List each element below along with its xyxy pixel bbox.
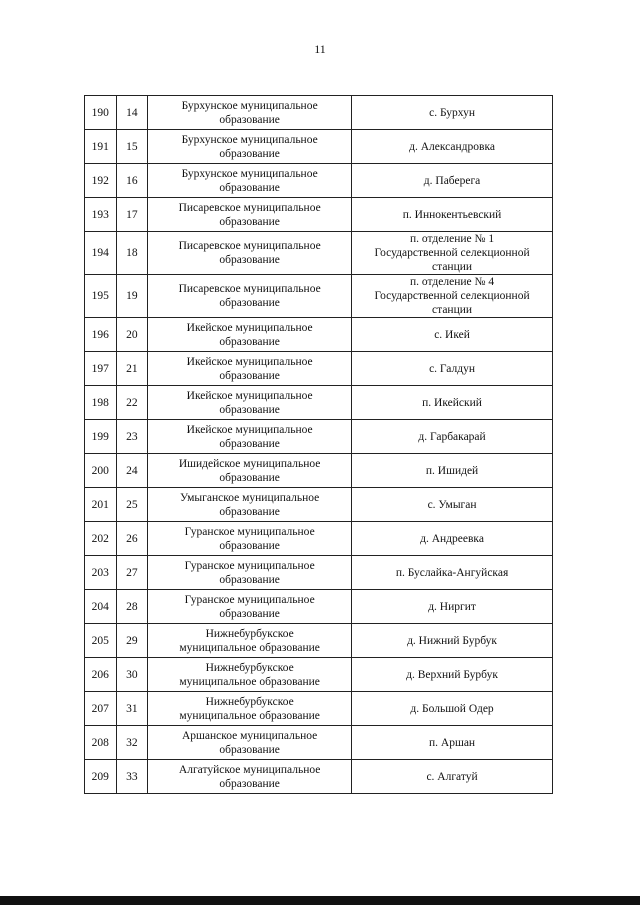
- municipality-cell: [148, 692, 352, 726]
- municipality-cell-text: Аршанское муниципальное образование: [181, 729, 318, 756]
- row-subnumber-cell: [116, 386, 148, 420]
- row-subnumber-cell: [116, 275, 148, 318]
- row-subnumber-cell-text: 24: [126, 464, 138, 477]
- municipality-cell: [148, 760, 352, 794]
- settlement-cell: [352, 590, 553, 624]
- settlement-cell: [352, 556, 553, 590]
- row-subnumber-cell: [116, 164, 148, 198]
- row-number-cell: [85, 726, 117, 760]
- row-number-cell-text: 192: [91, 174, 109, 187]
- municipality-cell: [148, 275, 352, 318]
- table-row: [85, 658, 553, 692]
- row-subnumber-cell-text: 21: [126, 362, 138, 375]
- row-number-cell: [85, 488, 117, 522]
- row-number-cell-text: 198: [91, 396, 109, 409]
- row-number-cell-text: 202: [91, 532, 109, 545]
- row-subnumber-cell: [116, 760, 148, 794]
- municipality-cell: [148, 522, 352, 556]
- row-subnumber-cell-text: 23: [126, 430, 138, 443]
- table-row: [85, 454, 553, 488]
- settlement-cell: [352, 658, 553, 692]
- municipality-cell: [148, 590, 352, 624]
- row-number-cell-text: 195: [91, 290, 109, 302]
- settlement-cell-text: п. Аршан: [429, 736, 476, 749]
- municipality-cell: [148, 318, 352, 352]
- row-subnumber-cell-text: 17: [126, 208, 138, 221]
- settlement-cell: [352, 420, 553, 454]
- municipality-cell: [148, 386, 352, 420]
- settlement-cell: [352, 454, 553, 488]
- municipality-cell: [148, 420, 352, 454]
- settlement-cell-text: д. Гарбакарай: [418, 430, 486, 443]
- row-subnumber-cell-text: 15: [126, 140, 138, 153]
- municipality-cell-text: Бурхунское муниципальное образование: [181, 167, 318, 194]
- table-row: [85, 760, 553, 794]
- table-row: [85, 198, 553, 232]
- settlement-cell-text: с. Галдун: [429, 362, 475, 375]
- settlement-cell-text: д. Верхний Бурбук: [406, 668, 498, 681]
- municipality-cell-text: Писаревское муниципальное образование: [178, 240, 321, 266]
- row-subnumber-cell: [116, 556, 148, 590]
- row-subnumber-cell: [116, 352, 148, 386]
- row-subnumber-cell-text: 14: [126, 106, 138, 119]
- settlements-table: [84, 95, 553, 794]
- table-row: [85, 420, 553, 454]
- table-row: [85, 692, 553, 726]
- settlement-cell: [352, 522, 553, 556]
- table-row: [85, 624, 553, 658]
- settlement-cell: [352, 318, 553, 352]
- row-number-cell: [85, 352, 117, 386]
- municipality-cell-text: Ишидейское муниципальное образование: [178, 457, 321, 484]
- row-subnumber-cell-text: 25: [126, 498, 138, 511]
- table-row: [85, 130, 553, 164]
- row-subnumber-cell: [116, 726, 148, 760]
- municipality-cell: [148, 488, 352, 522]
- row-number-cell-text: 207: [91, 702, 109, 715]
- row-number-cell: [85, 386, 117, 420]
- settlement-cell: [352, 164, 553, 198]
- table-row: [85, 590, 553, 624]
- table-row: [85, 726, 553, 760]
- settlement-cell: [352, 352, 553, 386]
- row-subnumber-cell-text: 27: [126, 566, 138, 579]
- municipality-cell-text: Писаревское муниципальное образование: [178, 201, 321, 228]
- row-number-cell-text: 203: [91, 566, 109, 579]
- row-subnumber-cell-text: 32: [126, 736, 138, 749]
- settlement-cell-text: п. Икейский: [422, 396, 482, 409]
- row-subnumber-cell-text: 22: [126, 396, 138, 409]
- row-number-cell: [85, 590, 117, 624]
- table-row: [85, 488, 553, 522]
- row-number-cell: [85, 164, 117, 198]
- row-number-cell: [85, 760, 117, 794]
- bottom-scan-border: [0, 896, 640, 905]
- row-number-cell-text: 196: [91, 328, 109, 341]
- settlement-cell: [352, 692, 553, 726]
- municipality-cell: [148, 352, 352, 386]
- row-number-cell-text: 197: [91, 362, 109, 375]
- row-number-cell-text: 204: [91, 600, 109, 613]
- settlement-cell-text: п. Буслайка-Ангуйская: [395, 566, 509, 579]
- row-number-cell: [85, 232, 117, 275]
- row-number-cell-text: 201: [91, 498, 109, 511]
- row-subnumber-cell-text: 16: [126, 174, 138, 187]
- settlement-cell-text: д. Нижний Бурбук: [407, 634, 497, 647]
- settlement-cell: [352, 726, 553, 760]
- municipality-cell-text: Бурхунское муниципальное образование: [181, 99, 318, 126]
- row-subnumber-cell: [116, 488, 148, 522]
- table-body: [85, 96, 553, 794]
- row-number-cell-text: 209: [91, 770, 109, 783]
- settlement-cell: [352, 130, 553, 164]
- municipality-cell-text: Гуранское муниципальное образование: [184, 559, 315, 586]
- row-subnumber-cell: [116, 96, 148, 130]
- row-subnumber-cell-text: 30: [126, 668, 138, 681]
- settlement-cell-text: д. Ниргит: [428, 600, 476, 613]
- row-number-cell-text: 205: [91, 634, 109, 647]
- row-number-cell-text: 208: [91, 736, 109, 749]
- municipality-cell: [148, 658, 352, 692]
- municipality-cell-text: Нижнебурбукское муниципальное образование: [179, 661, 320, 688]
- row-subnumber-cell: [116, 130, 148, 164]
- table-row: [85, 318, 553, 352]
- row-number-cell: [85, 130, 117, 164]
- row-number-cell: [85, 522, 117, 556]
- row-subnumber-cell: [116, 590, 148, 624]
- municipality-cell-text: Икейское муниципальное образование: [186, 355, 313, 382]
- settlement-cell: [352, 624, 553, 658]
- settlement-cell: [352, 232, 553, 275]
- row-subnumber-cell-text: 31: [126, 702, 138, 715]
- settlement-cell: [352, 386, 553, 420]
- settlement-cell-text: д. Александровка: [409, 140, 495, 153]
- row-number-cell-text: 194: [91, 247, 109, 259]
- municipality-cell-text: Икейское муниципальное образование: [186, 389, 313, 416]
- settlement-cell-text: п. отделение № 4 Государственной селекционной станции: [374, 276, 530, 316]
- municipality-cell-text: Гуранское муниципальное образование: [184, 593, 315, 620]
- settlement-cell: [352, 760, 553, 794]
- municipality-cell: [148, 130, 352, 164]
- settlement-cell-text: д. Андреевка: [420, 532, 484, 545]
- municipality-cell: [148, 232, 352, 275]
- table-row: [85, 232, 553, 275]
- table-row: [85, 96, 553, 130]
- municipality-cell-text: Бурхунское муниципальное образование: [181, 133, 318, 160]
- settlement-cell-text: п. Иннокентьевский: [402, 208, 502, 221]
- row-subnumber-cell: [116, 198, 148, 232]
- row-number-cell: [85, 96, 117, 130]
- settlement-cell-text: с. Бурхун: [429, 106, 475, 119]
- municipality-cell-text: Икейское муниципальное образование: [186, 321, 313, 348]
- row-number-cell: [85, 318, 117, 352]
- row-number-cell: [85, 624, 117, 658]
- settlement-cell-text: д. Паберега: [423, 174, 481, 187]
- municipality-cell: [148, 556, 352, 590]
- row-subnumber-cell: [116, 318, 148, 352]
- municipality-cell-text: Нижнебурбукское муниципальное образование: [179, 627, 320, 654]
- row-number-cell: [85, 454, 117, 488]
- row-subnumber-cell-text: 18: [126, 247, 138, 259]
- row-subnumber-cell: [116, 692, 148, 726]
- row-number-cell: [85, 556, 117, 590]
- municipality-cell-text: Умыганское муниципальное образование: [180, 491, 320, 518]
- settlement-cell: [352, 275, 553, 318]
- row-subnumber-cell-text: 28: [126, 600, 138, 613]
- municipality-cell: [148, 198, 352, 232]
- municipality-cell-text: Алгатуйское муниципальное образование: [178, 763, 321, 790]
- municipality-cell-text: Нижнебурбукское муниципальное образование: [179, 695, 320, 722]
- municipality-cell: [148, 726, 352, 760]
- row-number-cell-text: 199: [91, 430, 109, 443]
- table-row: [85, 556, 553, 590]
- municipality-cell-text: Писаревское муниципальное образование: [178, 283, 321, 309]
- municipality-cell: [148, 454, 352, 488]
- row-number-cell: [85, 420, 117, 454]
- settlement-cell: [352, 96, 553, 130]
- row-number-cell: [85, 275, 117, 318]
- row-number-cell-text: 206: [91, 668, 109, 681]
- row-number-cell-text: 193: [91, 208, 109, 221]
- table-row: [85, 352, 553, 386]
- settlement-cell-text: с. Икей: [434, 328, 470, 341]
- municipality-cell: [148, 164, 352, 198]
- settlement-cell-text: д. Большой Одер: [410, 702, 494, 715]
- row-subnumber-cell: [116, 420, 148, 454]
- row-number-cell: [85, 692, 117, 726]
- row-subnumber-cell: [116, 454, 148, 488]
- table-row: [85, 164, 553, 198]
- settlement-cell-text: п. Ишидей: [425, 464, 479, 477]
- table-row: [85, 275, 553, 318]
- municipality-cell: [148, 96, 352, 130]
- settlement-cell: [352, 488, 553, 522]
- row-number-cell-text: 200: [91, 464, 109, 477]
- settlement-cell-text: п. отделение № 1 Государственной селекционной станции: [374, 233, 530, 273]
- table-row: [85, 386, 553, 420]
- settlement-cell: [352, 198, 553, 232]
- row-number-cell-text: 191: [91, 140, 109, 153]
- municipality-cell-text: Икейское муниципальное образование: [186, 423, 313, 450]
- municipality-cell: [148, 624, 352, 658]
- row-subnumber-cell-text: 19: [126, 290, 138, 302]
- row-number-cell: [85, 658, 117, 692]
- page-number: 11: [314, 42, 326, 56]
- row-subnumber-cell: [116, 658, 148, 692]
- table-row: [85, 522, 553, 556]
- row-number-cell: [85, 198, 117, 232]
- row-subnumber-cell: [116, 522, 148, 556]
- municipality-cell-text: Гуранское муниципальное образование: [184, 525, 315, 552]
- row-subnumber-cell-text: 20: [126, 328, 138, 341]
- row-number-cell-text: 190: [91, 106, 109, 119]
- settlement-cell-text: с. Умыган: [427, 498, 477, 511]
- row-subnumber-cell-text: 26: [126, 532, 138, 545]
- row-subnumber-cell-text: 29: [126, 634, 138, 647]
- row-subnumber-cell: [116, 232, 148, 275]
- settlement-cell-text: с. Алгатуй: [426, 770, 478, 783]
- row-subnumber-cell: [116, 624, 148, 658]
- row-subnumber-cell-text: 33: [126, 770, 138, 783]
